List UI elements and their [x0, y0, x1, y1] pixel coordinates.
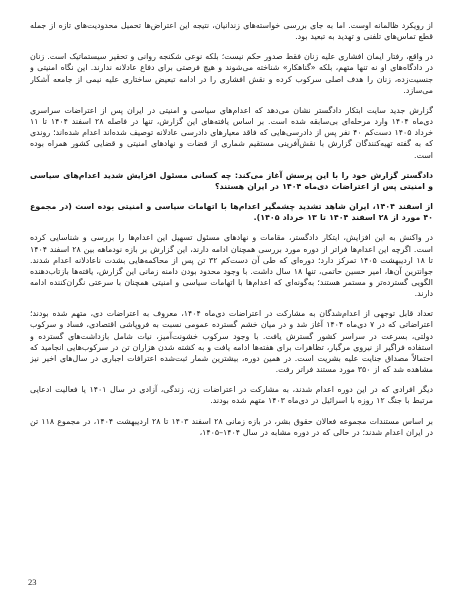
paragraph-7: تعداد قابل توجهی از اعدام‌شدگان به مشارکت در اعتراضات دی‌ماه ۱۴۰۴، معروف به اعتراضات دی، متهم شده بودند؛ اعتراضاتی که در ۷ دی‌ماه ۱۴۰۴ آغاز شد و در میان خشم گسترده عمومی نسبت به فروپاشی اقتصادی، فساد و سرکوب دولتی، بسرعت در سراسر کشور گسترش یافت. با وجود سرکوب خشونت‌آمیز، نیات شامل بازداشت‌های گسترده و استفاده فراگیر از نیروی مرگبار، تظاهرات برای هفته‌ها ادامه یافت و به کشته شدن هزاران تن در سرکوب‌هایی انجامید که احتمالاً مصداق جنایت علیه بشریت است. در همین دوره، بیشترین شمار ثبت‌شده اعترافات اجباری در سال‌های اخیر نیز مشاهده شد که از ۳۵۰ مورد مستند فراتر رفت.	[30, 309, 433, 375]
paragraph-6: در واکنش به این افزایش، ابتکار دادگستر، مقامات و نهادهای مسئول تسهیل این اعدام‌ها را بررسی و شناسایی کرده است. اگرچه این اعدام‌ها فراتر از دوره مورد بررسی همچنان ادامه دارند، این گزارش بر بازه نودماهه بین ۲۸ اسفند ۱۴۰۴ تا ۱۸ اردیبهشت ۱۴۰۵ تمرکز دارد؛ دوره‌ای که طی آن دست‌کم ۳۲ تن پس از محاکمه‌هایی بشدت ناعادلانه اعدام شدند. جوانترین آن‌ها، امیر حسین حاتمی، تنها ۱۸ سال داشت. با وجود محدود بودن دامنه زمانی این گزارش، یافته‌ها بازتاب‌دهنده الگویی گسترده‌تر و مستمر هستند؛ به‌گونه‌ای که اعدام‌ها با اتهامات سیاسی و امنیتی همچنان با سرعتی نگران‌کننده ادامه دارند.	[30, 233, 433, 299]
paragraph-3: گزارش جدید سایت ابتکار دادگستر نشان می‌دهد که اعدام‌های سیاسی و امنیتی در ایران پس از اعتراضات سراسری دی‌ماه ۱۴۰۴ وارد مرحله‌ای بی‌سابقه شده است. بر اساس یافته‌های این گزارش، تنها در فاصله ۲۸ اسفند ۱۴۰۴ تا ۱۱ خرداد ۱۴۰۵ دست‌کم ۴۰ نفر پس از دادرسی‌هایی که فاقد معیارهای دادرسی عادلانه توصیف شده‌اند اعدام شده‌اند؛ روندی که به گفته تهیه‌کنندگان گزارش با نقش‌آفرینی مستقیم شماری از قضات و نهادهای امنیتی و قضایی کشور همراه بوده است.	[30, 105, 433, 160]
paragraph-8: دیگر افرادی که در این دوره اعدام شدند، به مشارکت در اعتراضات زن، زندگی، آزادی در سال ۱۴۰۱ یا فعالیت ادعایی مرتبط با جنگ ۱۲ روزه با اسرائیل در دی‌ماه ۱۴۰۳ متهم شده بودند.	[30, 385, 433, 406]
paragraph-4-question: دادگستر گزارش خود را با این پرسش آغاز می‌کند: چه کسانی مسئول افزایش شدید اعدام‌های سیاسی و امنیتی پس از اعتراضات دی‌ماه ۱۴۰۴ در ایران هستند؟	[30, 170, 433, 191]
page-number: 23	[28, 577, 37, 587]
paragraph-5-summary: از اسفند ۱۴۰۴، ایران شاهد تشدید چشمگیر اعدام‌ها با اتهامات سیاسی و امنیتی بوده است (در مجموع ۴۰ مورد از ۲۸ اسفند ۱۴۰۴ تا ۱۳ خرداد ۱۴۰۵).	[30, 202, 433, 223]
paragraph-2: در واقع، رفتار ایمان افشاری علیه زنان فقط صدور حکم نیست؛ بلکه نوعی شکنجه روانی و تحقیر سیستماتیک است. زنان در دادگاه‌های او نه تنها متهم، بلکه «گناهکار» شناخته می‌شوند و هیچ فرصتی برای دفاع عادلانه ندارند. این نگاه امنیتی و جنسیت‌زده، زنان را هدف اصلی سرکوب کرده و نقش افشاری را در ادامه تبعیض ساختاری علیه نیمی از جامعه آشکار می‌سازد.	[30, 52, 433, 95]
page-body	[30, 20, 433, 565]
paragraph-9: بر اساس مستندات مجموعه فعالان حقوق بشر، در بازه زمانی ۲۸ اسفند ۱۴۰۳ تا ۲۸ اردیبهشت ۱۴۰۴، در مجموع ۱۱۸ تن در ایران اعدام شدند؛ در حالی که در دوره مشابه در سال ۱۴۰۴–۱۴۰۵،	[30, 416, 433, 437]
paragraph-1: از رویکرد ظالمانه اوست. اما به جای بررسی خواسته‌های زندانیان، نتیجه این اعتراض‌ها تحمیل محدودیت‌های تازه از جمله قطع تماس‌های تلفنی و تهدید به تبعید بود.	[30, 21, 433, 42]
